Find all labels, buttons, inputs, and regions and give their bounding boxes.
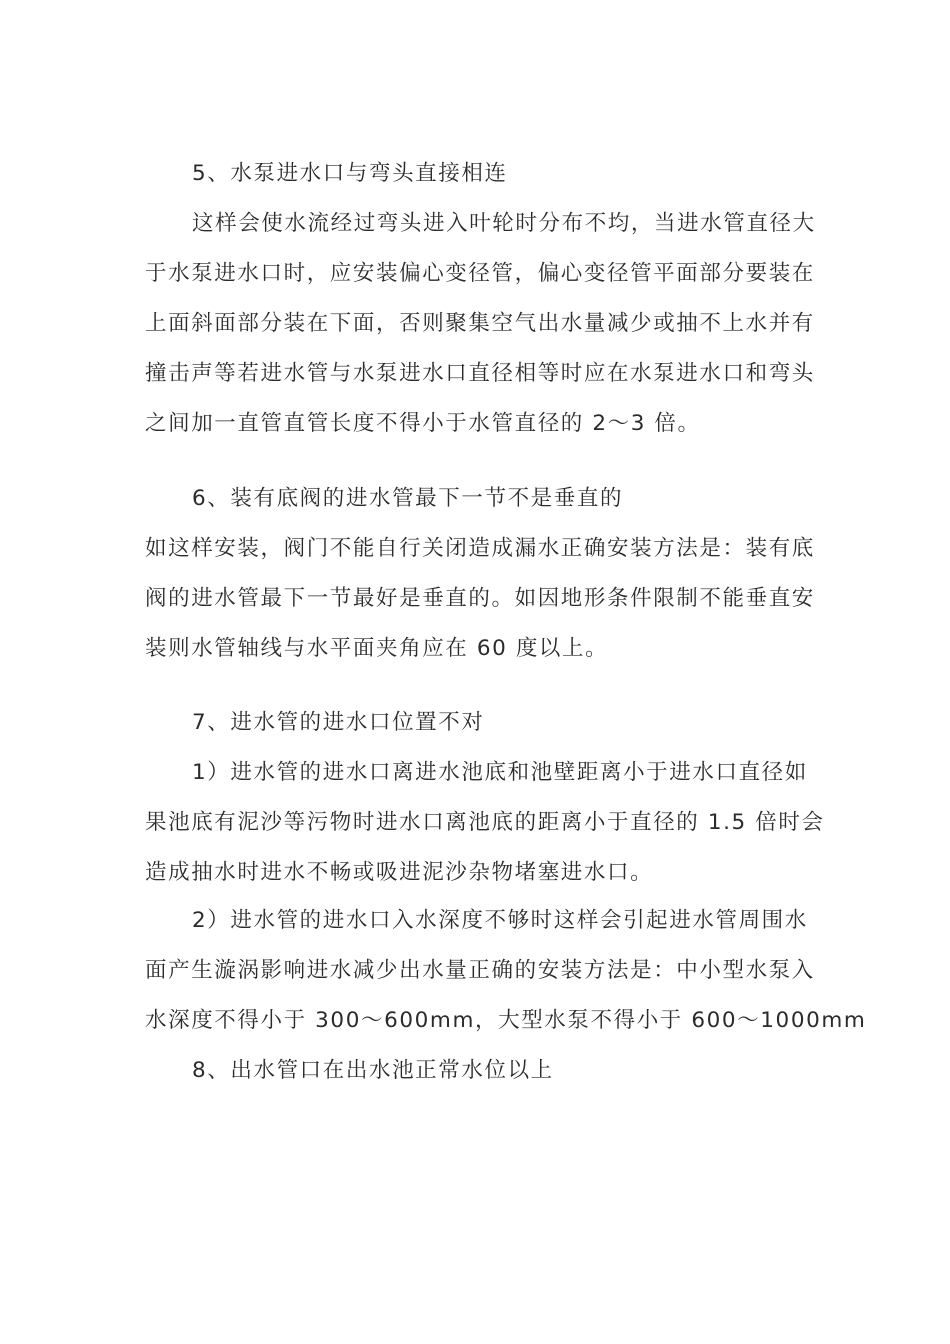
paragraph-line: 水深度不得小于 300～600mm，大型水泵不得小于 600～1000mm [145,1008,867,1033]
paragraph-line: 果池底有泥沙等污物时进水口离池底的距离小于直径的 1.5 倍时会 [145,810,825,835]
paragraph-line: 于水泵进水口时，应安装偏心变径管，偏心变径管平面部分要装在 [145,261,815,286]
paragraph-line: 阀的进水管最下一节最好是垂直的。如因地形条件限制不能垂直安 [145,586,815,611]
paragraph-line: 装则水管轴线与水平面夹角应在 60 度以上。 [145,636,609,661]
section-6-heading: 6、装有底阀的进水管最下一节不是垂直的 [192,486,624,511]
paragraph-line: 这样会使水流经过弯头进入叶轮时分布不均，当进水管直径大 [192,211,816,236]
paragraph-line: 上面斜面部分装在下面，否则聚集空气出水量减少或抽不上水并有 [145,311,815,336]
section-7-heading: 7、进水管的进水口位置不对 [192,710,485,735]
paragraph-line: 面产生漩涡影响进水减少出水量正确的安装方法是：中小型水泵入 [145,958,815,983]
paragraph-line: 1）进水管的进水口离进水池底和池壁距离小于进水口直径如 [192,760,808,785]
paragraph-line: 2）进水管的进水口入水深度不够时这样会引起进水管周围水 [192,908,808,933]
section-8-heading: 8、出水管口在出水池正常水位以上 [192,1058,554,1083]
section-5-heading: 5、水泵进水口与弯头直接相连 [192,161,508,186]
paragraph-line: 之间加一直管直管长度不得小于水管直径的 2～3 倍。 [145,411,701,436]
paragraph-line: 撞击声等若进水管与水泵进水口直径相等时应在水泵进水口和弯头 [145,361,815,386]
paragraph-line: 如这样安装，阀门不能自行关闭造成漏水正确安装方法是：装有底 [145,536,815,561]
paragraph-line: 造成抽水时进水不畅或吸进泥沙杂物堵塞进水口。 [145,860,654,885]
